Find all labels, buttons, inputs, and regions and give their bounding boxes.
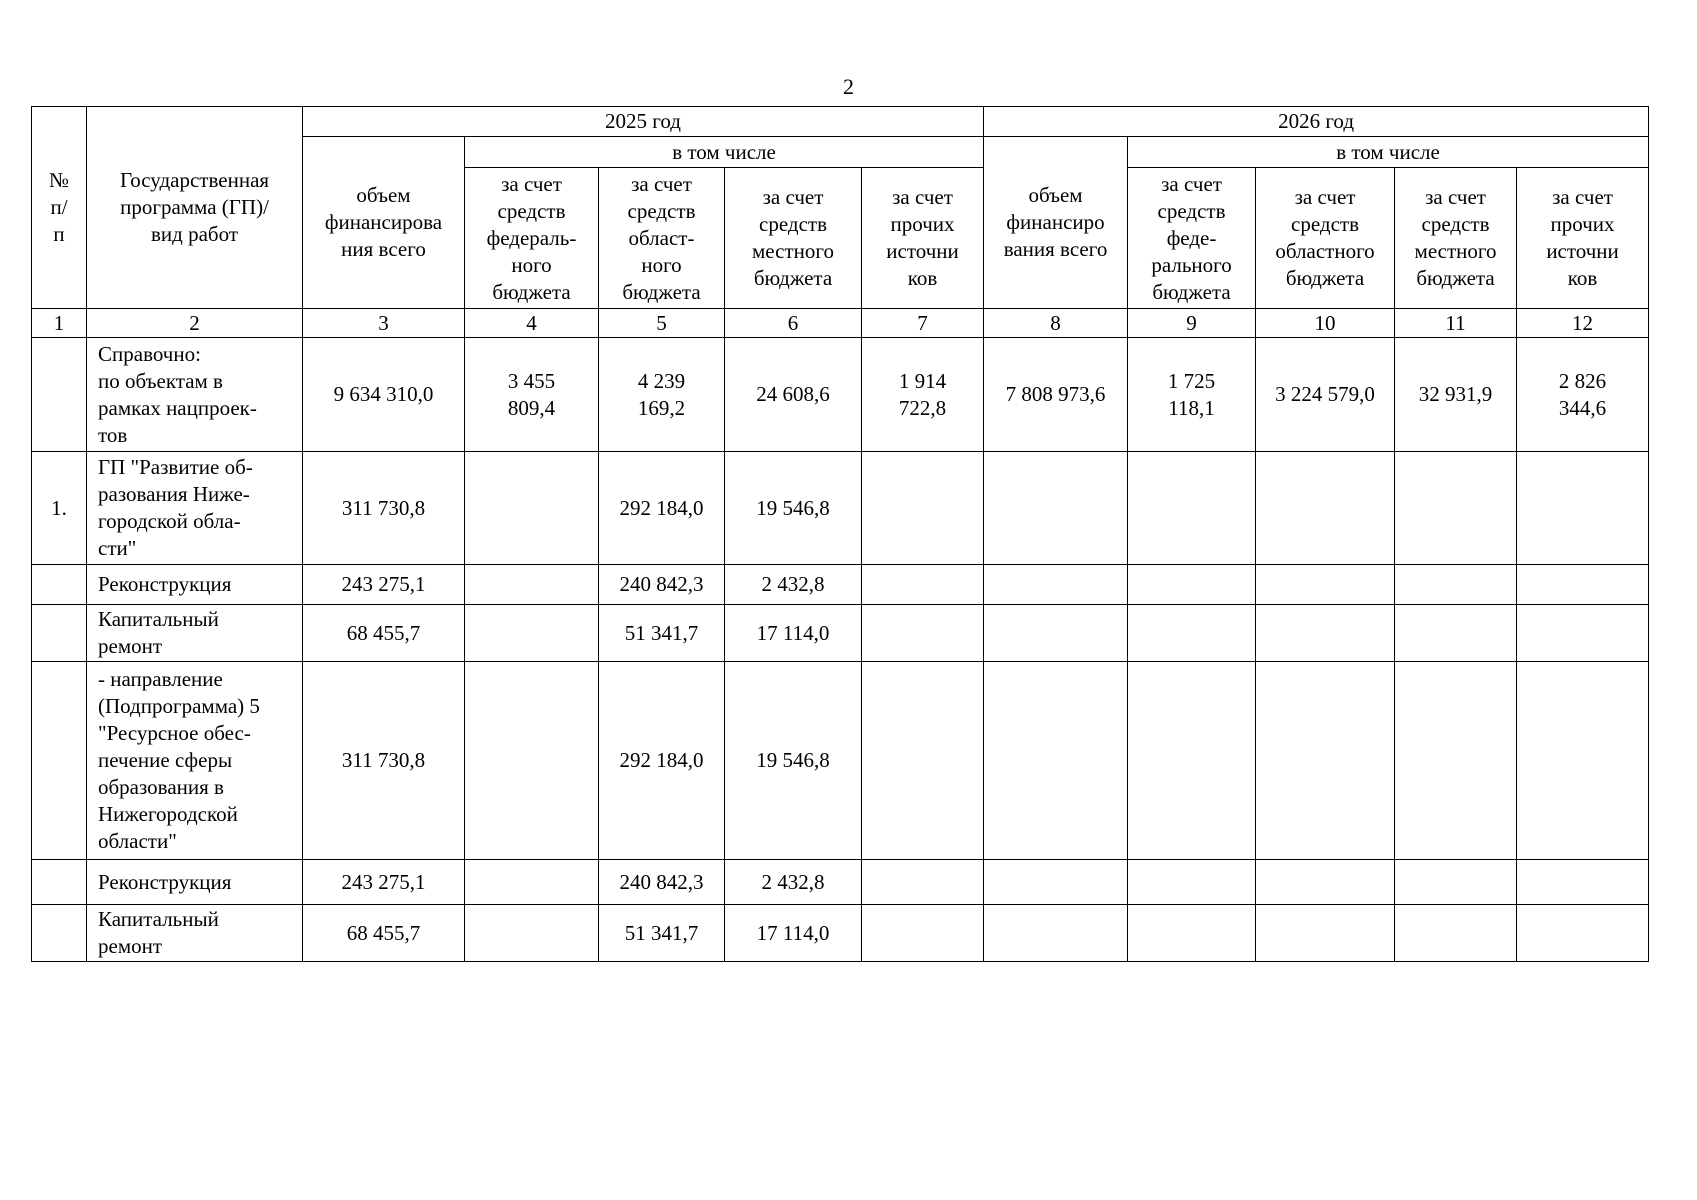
cell-2026-other: 2 826 344,6 — [1517, 338, 1649, 452]
column-number: 2 — [87, 309, 303, 338]
cell-2025-other — [862, 565, 984, 605]
cell-2026-other — [1517, 605, 1649, 662]
cell-2026-regional — [1256, 905, 1395, 962]
cell-2025-federal — [465, 452, 599, 565]
cell-2026-other — [1517, 860, 1649, 905]
row-num — [32, 605, 87, 662]
cell-2025-other — [862, 452, 984, 565]
cell-2026-federal — [1128, 452, 1256, 565]
row-num: 1. — [32, 452, 87, 565]
cell-2026-regional — [1256, 860, 1395, 905]
cell-2026-federal — [1128, 905, 1256, 962]
cell-2025-federal — [465, 662, 599, 860]
column-number: 1 — [32, 309, 87, 338]
cell-2026-regional: 3 224 579,0 — [1256, 338, 1395, 452]
cell-2026-regional — [1256, 565, 1395, 605]
column-number-row — [32, 309, 1649, 338]
header-2025-regional: за счет средств област- ного бюджета — [599, 168, 725, 309]
cell-2025-local: 19 546,8 — [725, 662, 862, 860]
cell-2025-local: 2 432,8 — [725, 565, 862, 605]
header-program: Государственная программа (ГП)/ вид работ — [87, 107, 303, 309]
cell-2025-other: 1 914 722,8 — [862, 338, 984, 452]
cell-2025-other — [862, 605, 984, 662]
cell-2026-federal — [1128, 605, 1256, 662]
cell-2026-regional — [1256, 452, 1395, 565]
cell-2026-total — [984, 565, 1128, 605]
cell-2026-total — [984, 860, 1128, 905]
cell-2025-total: 311 730,8 — [303, 662, 465, 860]
cell-2025-regional: 51 341,7 — [599, 605, 725, 662]
cell-2025-local: 19 546,8 — [725, 452, 862, 565]
cell-2025-other — [862, 905, 984, 962]
header-2025-federal: за счет средств федераль- ного бюджета — [465, 168, 599, 309]
column-number: 6 — [725, 309, 862, 338]
cell-2025-federal — [465, 605, 599, 662]
cell-2026-other — [1517, 905, 1649, 962]
cell-2026-local — [1395, 662, 1517, 860]
cell-2025-total: 311 730,8 — [303, 452, 465, 565]
column-number: 8 — [984, 309, 1128, 338]
cell-2025-local: 2 432,8 — [725, 860, 862, 905]
cell-2026-federal — [1128, 860, 1256, 905]
cell-2026-local — [1395, 905, 1517, 962]
header-2026-total: объем финансиро вания всего — [984, 137, 1128, 309]
header-2025-other: за счет прочих источни ков — [862, 168, 984, 309]
cell-2025-total: 68 455,7 — [303, 905, 465, 962]
row-name: Справочно: по объектам в рамках нацпроек- тов — [87, 338, 303, 452]
header-2026-including: в том числе — [1128, 137, 1649, 168]
cell-2026-local — [1395, 860, 1517, 905]
header-row-years — [32, 107, 1649, 137]
page-number: 2 — [843, 74, 854, 99]
table-row — [32, 452, 1649, 565]
header-num: № п/ п — [32, 107, 87, 309]
cell-2026-local — [1395, 605, 1517, 662]
table-row — [32, 565, 1649, 605]
cell-2026-regional — [1256, 605, 1395, 662]
header-2025-total: объем финансирова ния всего — [303, 137, 465, 309]
cell-2026-regional — [1256, 662, 1395, 860]
cell-2026-other — [1517, 452, 1649, 565]
cell-2026-federal — [1128, 565, 1256, 605]
cell-2026-total — [984, 905, 1128, 962]
cell-2025-regional: 51 341,7 — [599, 905, 725, 962]
cell-2025-regional: 240 842,3 — [599, 860, 725, 905]
row-num — [32, 662, 87, 860]
table-row — [32, 662, 1649, 860]
row-name: Капитальный ремонт — [87, 905, 303, 962]
table-row — [32, 905, 1649, 962]
cell-2026-local: 32 931,9 — [1395, 338, 1517, 452]
header-2025-local: за счет средств местного бюджета — [725, 168, 862, 309]
cell-2025-federal: 3 455 809,4 — [465, 338, 599, 452]
cell-2026-other — [1517, 662, 1649, 860]
header-year-2026: 2026 год — [984, 107, 1649, 137]
cell-2025-federal — [465, 565, 599, 605]
budget-table — [31, 106, 1649, 962]
cell-2026-total — [984, 605, 1128, 662]
table-row — [32, 605, 1649, 662]
cell-2025-regional: 4 239 169,2 — [599, 338, 725, 452]
cell-2026-local — [1395, 452, 1517, 565]
row-name: Капитальный ремонт — [87, 605, 303, 662]
cell-2025-total: 243 275,1 — [303, 565, 465, 605]
cell-2026-federal — [1128, 662, 1256, 860]
table-row — [32, 860, 1649, 905]
cell-2026-total — [984, 452, 1128, 565]
column-number: 5 — [599, 309, 725, 338]
cell-2025-total: 68 455,7 — [303, 605, 465, 662]
cell-2025-local: 17 114,0 — [725, 605, 862, 662]
cell-2025-other — [862, 662, 984, 860]
row-num — [32, 565, 87, 605]
header-2025-including: в том числе — [465, 137, 984, 168]
column-number: 4 — [465, 309, 599, 338]
header-2026-federal: за счет средств феде- рального бюджета — [1128, 168, 1256, 309]
cell-2026-local — [1395, 565, 1517, 605]
row-name: Реконструкция — [87, 860, 303, 905]
cell-2025-total: 9 634 310,0 — [303, 338, 465, 452]
row-num — [32, 905, 87, 962]
cell-2026-federal: 1 725 118,1 — [1128, 338, 1256, 452]
column-number: 11 — [1395, 309, 1517, 338]
column-number: 3 — [303, 309, 465, 338]
cell-2025-federal — [465, 860, 599, 905]
row-num — [32, 338, 87, 452]
row-name: Реконструкция — [87, 565, 303, 605]
cell-2026-other — [1517, 565, 1649, 605]
cell-2025-total: 243 275,1 — [303, 860, 465, 905]
cell-2025-federal — [465, 905, 599, 962]
cell-2025-local: 24 608,6 — [725, 338, 862, 452]
row-num — [32, 860, 87, 905]
cell-2025-regional: 292 184,0 — [599, 452, 725, 565]
cell-2025-regional: 240 842,3 — [599, 565, 725, 605]
table-row — [32, 338, 1649, 452]
row-name: ГП "Развитие об- разования Ниже- городской обла- сти" — [87, 452, 303, 565]
column-number: 7 — [862, 309, 984, 338]
cell-2025-local: 17 114,0 — [725, 905, 862, 962]
cell-2026-total: 7 808 973,6 — [984, 338, 1128, 452]
header-year-2025: 2025 год — [303, 107, 984, 137]
cell-2025-other — [862, 860, 984, 905]
header-2026-regional: за счет средств областного бюджета — [1256, 168, 1395, 309]
column-number: 9 — [1128, 309, 1256, 338]
column-number: 10 — [1256, 309, 1395, 338]
column-number: 12 — [1517, 309, 1649, 338]
header-2026-other: за счет прочих источни ков — [1517, 168, 1649, 309]
cell-2025-regional: 292 184,0 — [599, 662, 725, 860]
header-2026-local: за счет средств местного бюджета — [1395, 168, 1517, 309]
row-name: - направление (Подпрограмма) 5 "Ресурсное обес- печение сферы образования в Нижегородской области" — [87, 662, 303, 860]
cell-2026-total — [984, 662, 1128, 860]
